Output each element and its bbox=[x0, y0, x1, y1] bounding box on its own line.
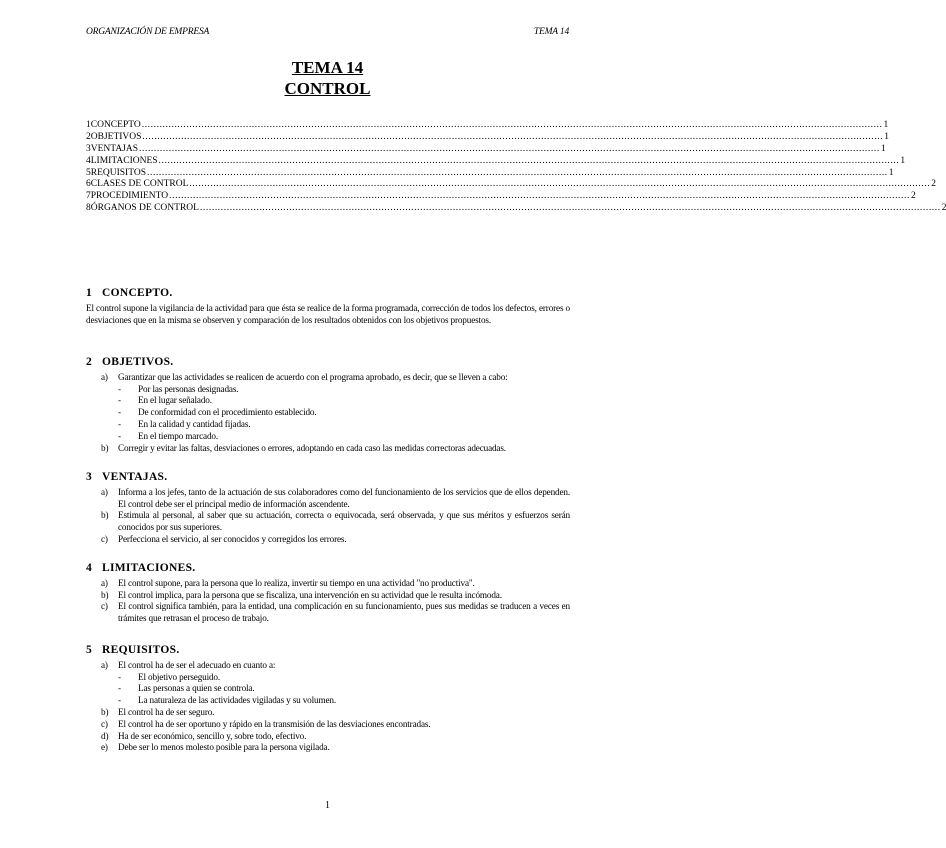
toc-number: 5 bbox=[86, 167, 91, 178]
toc-entry[interactable] bbox=[86, 131, 889, 144]
toc-entry[interactable] bbox=[86, 203, 946, 215]
section-title: REQUISITOS. bbox=[102, 644, 180, 656]
list-marker: a) bbox=[101, 659, 108, 670]
section-number: 2 bbox=[86, 356, 93, 368]
list-item bbox=[86, 707, 570, 719]
list-item bbox=[86, 731, 570, 743]
list-marker: c) bbox=[101, 533, 108, 544]
toc-leader: ......................................................................................................................................................................................................................................................... bbox=[147, 167, 888, 178]
list-item bbox=[86, 578, 570, 590]
list-marker: b) bbox=[101, 589, 109, 600]
bullet: - bbox=[118, 695, 121, 706]
toc-title: VENTAJAS bbox=[90, 143, 139, 154]
list-marker: c) bbox=[101, 601, 108, 612]
list-marker: a) bbox=[101, 371, 108, 382]
toc-number: 3 bbox=[86, 143, 91, 154]
sub-list-item bbox=[86, 407, 570, 419]
list-marker: b) bbox=[101, 442, 109, 453]
toc-title: REQUISITOS bbox=[90, 167, 146, 178]
list-text: El control ha de ser el adecuado en cuanto a: bbox=[118, 659, 276, 670]
toc-number: 1 bbox=[86, 120, 91, 130]
section-limitaciones bbox=[86, 563, 570, 625]
list-text: Debe ser lo menos molesto posible para la persona vigilada. bbox=[118, 742, 330, 753]
toc-title: ÓRGANOS DE CONTROL bbox=[90, 203, 199, 214]
table-of-contents bbox=[86, 120, 946, 215]
sub-list-text: En la calidad y cantidad fijadas. bbox=[138, 418, 251, 429]
toc-page: 1 bbox=[900, 155, 906, 166]
toc-title: OBJETIVOS bbox=[90, 131, 142, 142]
section-number: 3 bbox=[86, 471, 93, 483]
list-text: El control ha de ser oportuno y rápido en la transmisión de las desviaciones encontradas. bbox=[118, 718, 431, 729]
bullet: - bbox=[118, 671, 121, 682]
sub-list-item bbox=[86, 384, 570, 396]
page-number: 1 bbox=[325, 800, 330, 811]
sub-list-text: Las personas a quien se controla. bbox=[138, 683, 255, 694]
section-number: 5 bbox=[86, 644, 93, 656]
toc-number: 8 bbox=[86, 203, 91, 214]
sub-list-text: En el lugar señalado. bbox=[138, 395, 212, 406]
toc-leader: ......................................................................................................................................................................................................................................................... bbox=[142, 131, 884, 142]
section-requisitos bbox=[86, 645, 570, 754]
list-item bbox=[86, 590, 570, 602]
list-text: El control significa también, para la entidad, una complicación en su funcionamiento, pues sus medidas se traducen a veces en trámites que retrasan el proceso de trabajo. bbox=[118, 601, 570, 624]
list-item bbox=[86, 487, 570, 511]
sub-list-item bbox=[86, 672, 570, 684]
sub-list-item bbox=[86, 431, 570, 443]
bullet: - bbox=[118, 383, 121, 394]
toc-entry[interactable] bbox=[86, 120, 889, 132]
toc-number: 7 bbox=[86, 191, 91, 202]
list-marker: b) bbox=[101, 706, 109, 717]
sub-list-item bbox=[86, 695, 570, 707]
list-item bbox=[86, 719, 570, 731]
toc-title: CLASES DE CONTROL bbox=[90, 179, 189, 190]
title-line2: CONTROL bbox=[284, 79, 371, 98]
list-text: Ha de ser económico, sencillo y, sobre todo, efectivo. bbox=[118, 730, 307, 741]
section-title: LIMITACIONES. bbox=[102, 562, 196, 574]
section-number: 4 bbox=[86, 562, 93, 574]
list-item bbox=[86, 742, 570, 754]
list-marker: a) bbox=[101, 577, 108, 588]
sub-list-text: En el tiempo marcado. bbox=[138, 430, 219, 441]
page-header bbox=[86, 27, 569, 37]
toc-number: 4 bbox=[86, 155, 91, 166]
toc-leader: ......................................................................................................................................................................................................................................................... bbox=[141, 120, 883, 130]
header-left: ORGANIZACIÓN DE EMPRESA bbox=[86, 27, 210, 37]
toc-title: CONCEPTO bbox=[90, 120, 141, 130]
sub-list-text: El objetivo perseguido. bbox=[138, 671, 221, 682]
list-marker: e) bbox=[101, 742, 108, 753]
title-line1: TEMA 14 bbox=[291, 58, 364, 77]
toc-page: 2 bbox=[931, 179, 936, 190]
list-text: El control supone, para la persona que lo realiza, invertir su tiempo en una actividad "no productiva". bbox=[118, 577, 475, 588]
sub-list-item bbox=[86, 395, 570, 407]
section-heading bbox=[86, 288, 570, 300]
section-objetivos bbox=[86, 357, 570, 454]
toc-entry[interactable] bbox=[86, 191, 916, 203]
list-text: Garantizar que las actividades se realicen de acuerdo con el programa aprobado, es decir, que se lleven a cabo: bbox=[118, 371, 508, 382]
section-heading bbox=[86, 563, 570, 575]
sub-list-item bbox=[86, 419, 570, 431]
list-text: El control implica, para la persona que se fiscaliza, una intervención en su actividad que le resulta incómoda. bbox=[118, 589, 502, 600]
toc-leader: ......................................................................................................................................................................................................................................................... bbox=[199, 203, 941, 214]
list-item bbox=[86, 372, 570, 384]
toc-title: LIMITACIONES bbox=[90, 155, 158, 166]
section-heading bbox=[86, 645, 570, 657]
sub-list-text: Por las personas designadas. bbox=[138, 383, 239, 394]
toc-page: 1 bbox=[880, 143, 886, 154]
list-marker: d) bbox=[101, 730, 109, 741]
sub-list-text: La naturaleza de las actividades vigiladas y su volumen. bbox=[138, 695, 336, 706]
bullet: - bbox=[118, 395, 121, 406]
sub-list-text: De conformidad con el procedimiento establecido. bbox=[138, 407, 317, 418]
paragraph: El control supone la vigilancia de la actividad para que ésta se realice de la forma programada, corrección de todos los defectos, errores o desviaciones que en la misma se observen y comparación de los resultados obtenidos con los objetivos propuestos. bbox=[86, 302, 570, 325]
list-item bbox=[86, 601, 570, 625]
toc-page: 1 bbox=[884, 131, 889, 142]
section-title: VENTAJAS. bbox=[102, 471, 168, 483]
toc-leader: ......................................................................................................................................................................................................................................................... bbox=[139, 143, 880, 154]
toc-page: 2 bbox=[941, 203, 946, 214]
toc-title: PROCEDIMIENTO bbox=[90, 191, 169, 202]
list-text: Corregir y evitar las faltas, desviaciones o errores, adoptando en cada caso las medidas correctoras adecuadas. bbox=[118, 442, 506, 453]
list-text: Estimula al personal, al saber que su actuación, correcta o equivocada, será observada, y que sus méritos y esfuerzos serán conocidos por sus superiores. bbox=[118, 510, 570, 533]
list-text: El control ha de ser seguro. bbox=[118, 706, 215, 717]
list-marker: a) bbox=[101, 486, 108, 497]
list-item bbox=[86, 510, 570, 534]
toc-page: 1 bbox=[883, 120, 889, 130]
list-item bbox=[86, 660, 570, 672]
section-heading bbox=[86, 472, 570, 484]
section-title: CONCEPTO. bbox=[102, 287, 173, 299]
section-title: OBJETIVOS. bbox=[102, 356, 174, 368]
section-number: 1 bbox=[86, 287, 93, 299]
header-right: TEMA 14 bbox=[533, 27, 569, 37]
toc-entry[interactable] bbox=[86, 167, 894, 180]
toc-number: 6 bbox=[86, 179, 91, 190]
sub-list-item bbox=[86, 683, 570, 695]
list-text: Informa a los jefes, tanto de la actuación de sus colaboradores como del funcionamiento de los servicios que de ellos dependen. El control debe ser el principal medio de información ascendente. bbox=[118, 486, 570, 509]
toc-entry[interactable] bbox=[86, 179, 936, 191]
bullet: - bbox=[118, 418, 121, 429]
list-text: Perfecciona el servicio, al ser conocidos y corregidos los errores. bbox=[118, 533, 347, 544]
toc-leader: ......................................................................................................................................................................................................................................................... bbox=[189, 179, 931, 190]
toc-entry[interactable] bbox=[86, 143, 886, 156]
list-marker: c) bbox=[101, 718, 108, 729]
list-item bbox=[86, 534, 570, 546]
toc-number: 2 bbox=[86, 131, 91, 142]
toc-page: 2 bbox=[910, 191, 916, 202]
list-item bbox=[86, 443, 570, 455]
section-ventajas bbox=[86, 472, 570, 546]
section-heading bbox=[86, 357, 570, 369]
bullet: - bbox=[118, 430, 121, 441]
toc-leader: ......................................................................................................................................................................................................................................................... bbox=[158, 155, 900, 166]
bullet: - bbox=[118, 683, 121, 694]
section-concepto bbox=[86, 288, 570, 326]
bullet: - bbox=[118, 407, 121, 418]
toc-leader: ......................................................................................................................................................................................................................................................... bbox=[169, 191, 910, 202]
list-marker: b) bbox=[101, 510, 109, 521]
toc-entry[interactable] bbox=[86, 155, 906, 168]
toc-page: 1 bbox=[888, 167, 894, 178]
